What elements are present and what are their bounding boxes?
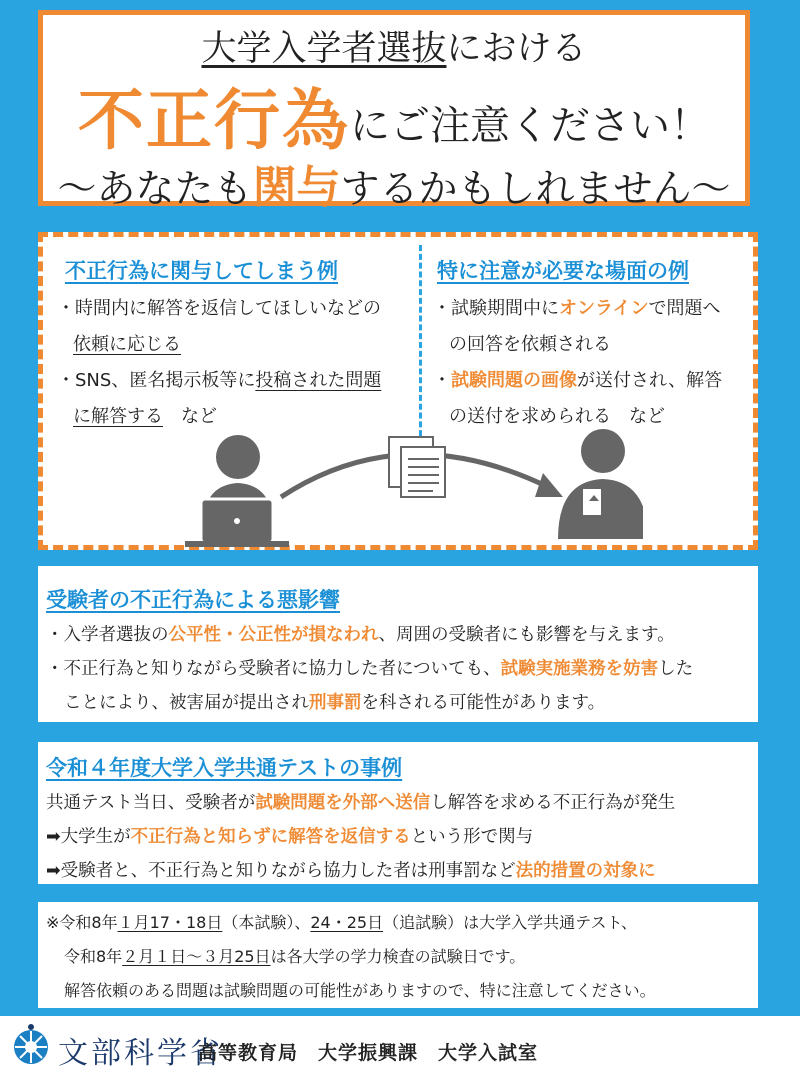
left-item: ・時間内に解答を返信してほしいなどの	[57, 298, 381, 319]
case-box	[38, 742, 758, 884]
title-emphasis: 不正行為	[78, 82, 350, 159]
laptop-user-icon	[185, 435, 289, 547]
column-divider	[419, 245, 422, 445]
note-line: 解答依頼のある問題は試験問題の可能性がありますので、特に注意してください。	[64, 981, 656, 1000]
note-box	[38, 902, 758, 1008]
examples-box	[38, 232, 758, 550]
note-line: ※令和8年１月17・18日（本試験）、24・25日（追試験）は大学入学共通テスト、	[46, 913, 637, 932]
left-item: 依頼に応じる	[73, 334, 181, 355]
document-icon	[389, 437, 445, 497]
note-line: 令和8年２月１日～３月25日は各大学の学力検査の試験日です。	[64, 947, 526, 966]
right-item: の送付を求められる など	[449, 406, 665, 427]
left-item: ・SNS、匿名掲示板等に投稿された問題	[57, 370, 382, 391]
right-item: の回答を依頼される	[449, 334, 611, 355]
case-heading: 令和４年度大学入学共通テストの事例	[46, 756, 403, 780]
title-line-1: 大学入学者選抜における	[201, 29, 587, 69]
ministry-logo-icon	[10, 1024, 52, 1066]
title-line-3: ～あなたも関与するかもしれません～	[57, 162, 731, 213]
influence-heading: 受験者の不正行為による悪影響	[46, 588, 340, 612]
title-line-2: 不正行為にご注意ください！	[78, 82, 710, 159]
left-heading: 不正行為に関与してしまう例	[65, 259, 338, 283]
case-line: ➡大学生が不正行為と知らずに解答を返信するという形で関与	[46, 827, 534, 847]
case-line: ➡受験者と、不正行為と知りながら協力した者は刑事罰など法的措置の対象に	[46, 861, 656, 881]
footer	[0, 1016, 800, 1076]
influence-line: ・入学者選抜の公平性・公正性が損なわれ、周囲の受験者にも影響を与えます。	[46, 625, 675, 645]
influence-box	[38, 566, 758, 722]
influence-line: ことにより、被害届が提出され刑事罰を科される可能性があります。	[64, 693, 606, 713]
exchange-illustration	[163, 427, 643, 547]
right-item: ・試験問題の画像が送付され、解答	[433, 370, 723, 391]
case-line: 共通テスト当日、受験者が試験問題を外部へ送信し解答を求める不正行為が発生	[46, 793, 676, 813]
title-box	[38, 10, 750, 213]
left-item: に解答する など	[73, 406, 217, 427]
right-item: ・試験期間中にオンラインで問題へ	[433, 298, 721, 319]
right-heading: 特に注意が必要な場面の例	[437, 259, 689, 283]
student-icon	[558, 429, 643, 539]
department-name: 高等教育局 大学振興課 大学入試室	[198, 1042, 539, 1064]
ministry-name: 文部科学省	[58, 1036, 223, 1071]
influence-line: ・不正行為と知りながら受験者に協力した者についても、試験実施業務を妨害した	[46, 659, 694, 679]
